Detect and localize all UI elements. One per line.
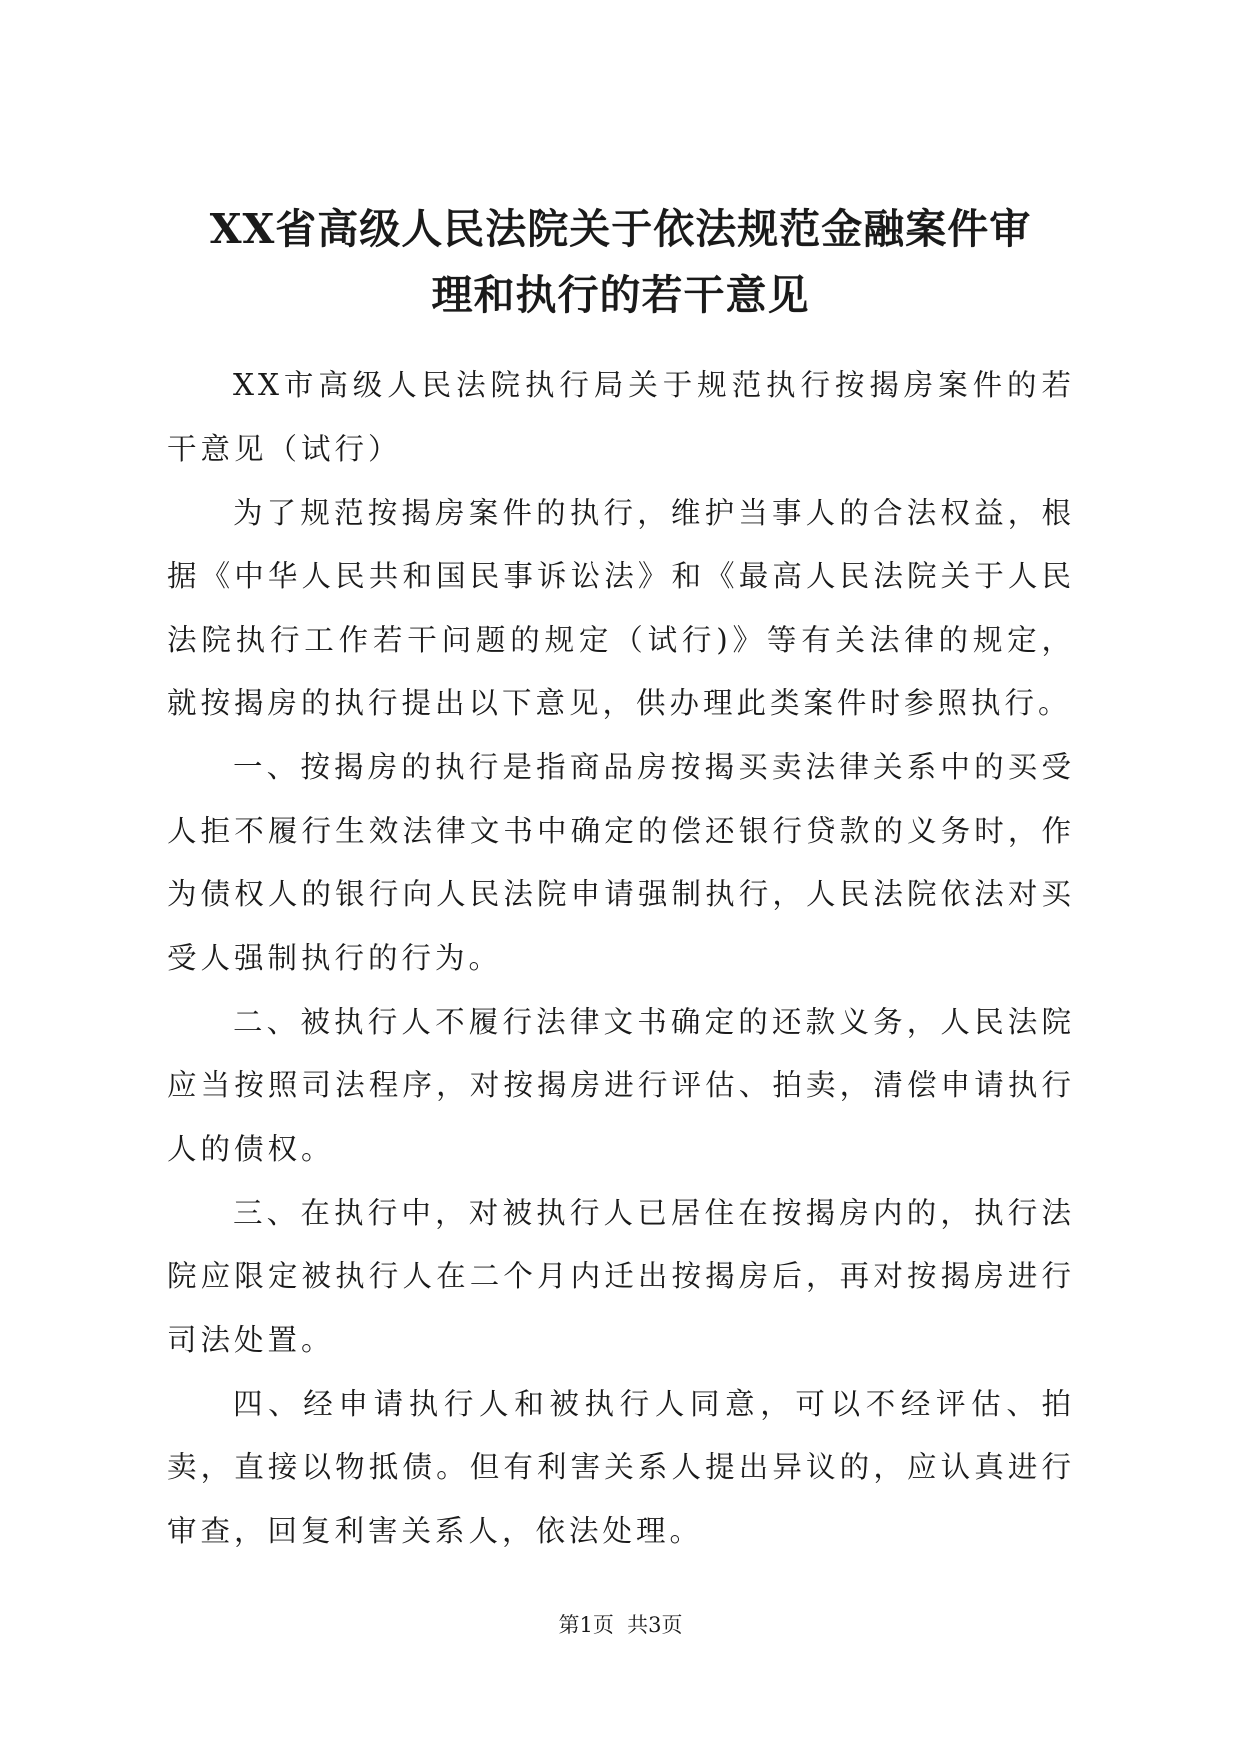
title-line-1: XX省高级人民法院关于依法规范金融案件审 bbox=[209, 205, 1032, 253]
page-footer bbox=[0, 1610, 1241, 1640]
paragraph-heading: XX市高级人民法院执行局关于规范执行按揭房案件的若干意见（试行） bbox=[167, 368, 1075, 466]
document-body bbox=[167, 354, 1075, 1564]
paragraph-item-4: 四、经申请执行人和被执行人同意，可以不经评估、拍卖，直接以物抵债。但有利害关系人提出异议的，应认真进行审查，回复利害关系人，依法处理。 bbox=[167, 1386, 1075, 1548]
paragraph-item-2: 二、被执行人不履行法律文书确定的还款义务，人民法院应当按照司法程序，对按揭房进行评估、拍卖，清偿申请执行人的债权。 bbox=[167, 1004, 1075, 1166]
title-line-2: 理和执行的若干意见 bbox=[431, 271, 810, 319]
document-title bbox=[140, 196, 1101, 328]
paragraph-item-1: 一、按揭房的执行是指商品房按揭买卖法律关系中的买受人拒不履行生效法律文书中确定的偿还银行贷款的义务时，作为债权人的银行向人民法院申请强制执行，人民法院依法对买受人强制执行的行为。 bbox=[167, 750, 1075, 975]
paragraph-item-3: 三、在执行中，对被执行人已居住在按揭房内的，执行法院应限定被执行人在二个月内迁出按揭房后，再对按揭房进行司法处置。 bbox=[167, 1195, 1075, 1357]
page-number: 第1页 共3页 bbox=[558, 1613, 683, 1637]
paragraph-preamble: 为了规范按揭房案件的执行，维护当事人的合法权益，根据《中华人民共和国民事诉讼法》和《最高人民法院关于人民法院执行工作若干问题的规定（试行)》等有关法律的规定，就按揭房的执行提出以下意见，供办理此类案件时参照执行。 bbox=[167, 495, 1075, 720]
